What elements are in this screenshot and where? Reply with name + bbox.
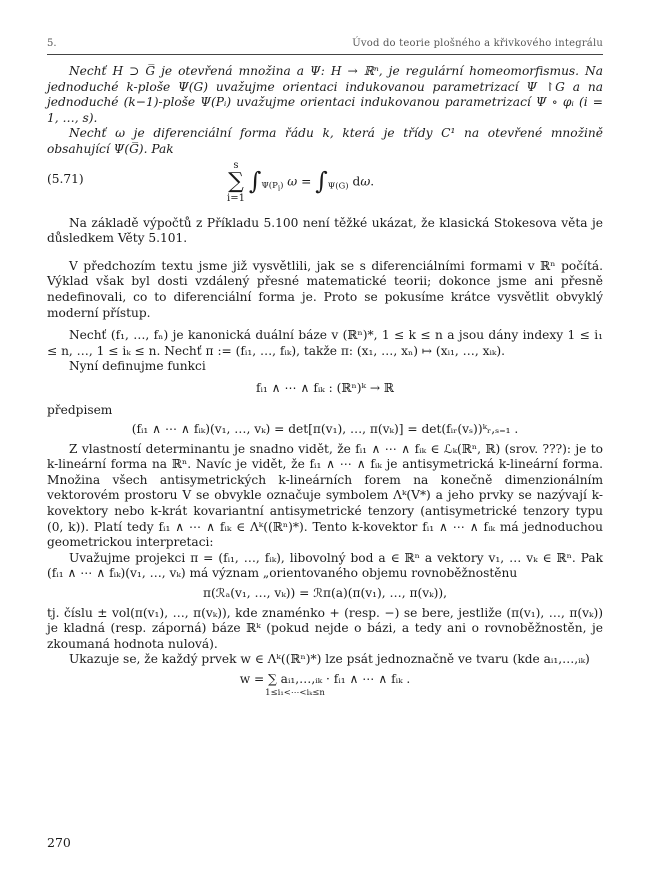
paragraph-projection: Uvažujme projekci π = (fᵢ₁, …, fᵢₖ), libovolný bod a ∈ ℝⁿ a vektory v₁, … vₖ ∈ ℝⁿ. Pak (fᵢ₁ ∧ ⋯ ∧ fᵢₖ)(v₁, …, vₖ) má význam „orientovaného objemu rovnoběžnostěnu	[47, 550, 603, 581]
paragraph-stokes-remark: Na základě výpočtů z Příkladu 5.100 není těžké ukázat, že klasická Stokesova věta je důsledkem Věty 5.101.	[47, 215, 603, 246]
page-number: 270	[47, 835, 71, 850]
sum-operator: s ∑ i=1	[227, 159, 245, 204]
header-rule	[47, 54, 603, 55]
header-chapter: 5.	[47, 38, 57, 49]
paragraph-volume: tj. číslu ± vol(π(v₁), …, π(vₖ)), kde znaménko + (resp. −) se bere, jestliže (π(v₁), …, π(vₖ)) je kladná (resp. záporná) báze ℝᵏ (pokud nejde o bázi, a tedy ani o rovnoběžnostěn, je zkoumaná hodnota nulová).	[47, 605, 603, 651]
display-wedge-map: fᵢ₁ ∧ ⋯ ∧ fᵢₖ : (ℝⁿ)ᵏ → ℝ	[255, 380, 395, 395]
paragraph-dual-basis: Nechť (f₁, …, fₙ) je kanonická duální báze v (ℝⁿ)*, 1 ≤ k ≤ n a jsou dány indexy 1 ≤ i₁ ≤ n, …, 1 ≤ iₖ ≤ n. Nechť π := (fᵢ₁, …, fᵢₖ), takže π: (x₁, …, xₙ) ↦ (xᵢ₁, …, xᵢₖ).	[47, 328, 603, 358]
paragraph-predpisem: předpisem	[47, 402, 113, 417]
paragraph-define-function: Nyní definujme funkci	[69, 359, 206, 374]
paragraph-unique-form: Ukazuje se, že každý prvek w ∈ Λᵏ((ℝⁿ)*) lze psát jednoznačně ve tvaru (kde aᵢ₁,…,ᵢₖ)	[69, 652, 590, 667]
text-body	[47, 64, 603, 702]
display-determinant: (fᵢ₁ ∧ ⋯ ∧ fᵢₖ)(v₁, …, vₖ) = det[π(v₁), …, π(vₖ)] = det(fᵢᵣ(vₛ))ᵏᵣ,ₛ₌₁ .	[131, 422, 519, 437]
running-header	[47, 38, 603, 52]
equation-stokes: s ∑ i=1 $\int_{\Psi(P_i)}$ $\omega = \int_{\Psi(G)}$ dω.	[227, 159, 375, 204]
sum-index-range: 1≤i₁<⋯<iₖ≤n	[265, 687, 325, 698]
theorem-paragraph-2: Nechť ω je diferenciální forma řádu k, která je třídy C¹ na otevřené množině obsahující Ψ(G̅). Pak	[47, 126, 603, 156]
equation-number: (5.71)	[47, 171, 84, 186]
header-title: Úvod do teorie plošného a křivkového integrálu	[352, 38, 603, 49]
paragraph-antisymmetric: Z vlastností determinantu je snadno vidět, že fᵢ₁ ∧ ⋯ ∧ fᵢₖ ∈ ℒₖ(ℝⁿ, ℝ) (srov. ???): je to k-lineární forma na ℝⁿ. Navíc je vidět, že fᵢ₁ ∧ ⋯ ∧ fᵢₖ je antisymetrická k-lineární forma. Množina všech antisymetrických k-lineárních forem na konečně dimenzionálním vektorovém prostoru V se obvykle označuje symbolem Λᵏ(V*) a jeho prvky se nazývají k-kovektory nebo k-krát kovariantní antisymetrické tenzory (antisymetrické tenzory typu (0, k)). Platí tedy fᵢ₁ ∧ ⋯ ∧ fᵢₖ ∈ Λᵏ((ℝⁿ)*). Tento k-kovektor fᵢ₁ ∧ ⋯ ∧ fᵢₖ má jednoduchou geometrickou interpretaci:	[47, 441, 603, 550]
theorem-paragraph-1: Nechť H ⊃ G̅ je otevřená množina a Ψ: H → ℝⁿ, je regulární homeomorfismus. Na jednoduché k-ploše Ψ(G) uvažujme orientaci indukovanou parametrizací Ψ ↾G a na jednoduché (k−1)-ploše Ψ(Pᵢ) uvažujme orientaci indukovanou parametrizací Ψ ∘ φᵢ (i = 1, …, s).	[47, 64, 603, 125]
equation-5-71	[47, 158, 603, 204]
display-k-covector-formula: w = ∑ aᵢ₁,…,ᵢₖ · fᵢ₁ ∧ ⋯ ∧ fᵢₖ .	[239, 672, 411, 686]
display-parallelepiped: π(ℛₐ(v₁, …, vₖ)) = ℛπ(a)(π(v₁), …, π(vₖ)),	[203, 586, 447, 601]
display-k-covector-sum	[47, 672, 603, 698]
paragraph-modern-approach: V předchozím textu jsme již vysvětlili, jak se s diferenciálními formami v ℝⁿ počítá. Výklad však byl dosti vzdálený přesné matematické teorii; dokonce jsme ani přesně nedefinovali, co to diferenciální forma je. Proto se pokusíme krátce vysvětlit obvyklý moderní přístup.	[47, 258, 603, 320]
